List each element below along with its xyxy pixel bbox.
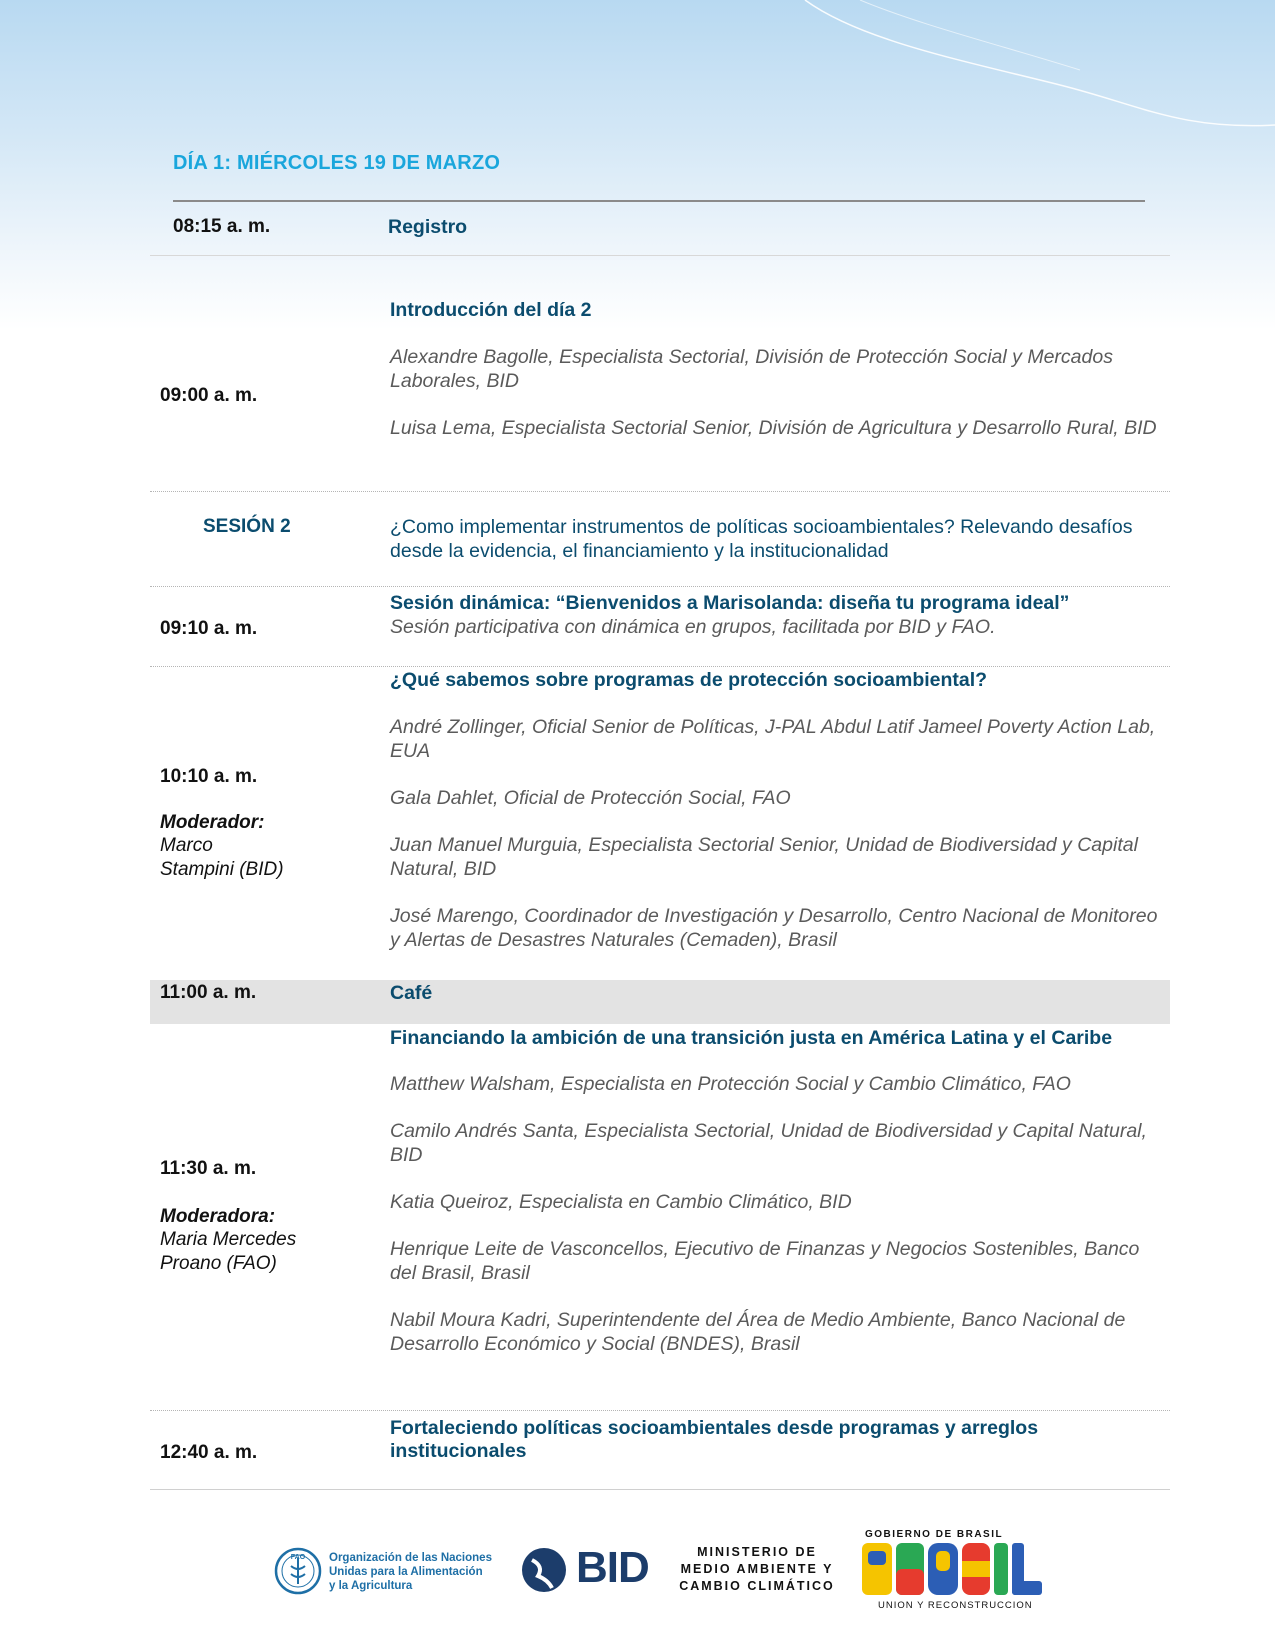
speaker: Matthew Walsham, Especialista en Protección Social y Cambio Climático, FAO: [390, 1073, 1071, 1095]
agenda-row-financiando: [150, 1024, 1170, 1411]
fao-logo-icon: [273, 1546, 323, 1596]
agenda-row-sesion: [150, 491, 1170, 587]
agenda-row-registro: [150, 205, 1170, 256]
fao-seal-text: FAO: [290, 1554, 306, 1561]
speaker: Camilo Andrés Santa, Especialista Sectorial, Unidad de Biodiversidad y Capital Natural, BID: [390, 1120, 1147, 1166]
speaker: Juan Manuel Murguia, Especialista Sectorial Senior, Unidad de Biodiversidad y Capital Natural, BID: [390, 834, 1138, 880]
brasil-logo-icon: [862, 1541, 1044, 1599]
speaker: Luisa Lema, Especialista Sectorial Senior, División de Agricultura y Desarrollo Rural, BID: [390, 417, 1157, 439]
session-title: Sesión dinámica: “Bienvenidos a Marisolanda: diseña tu programa ideal”: [390, 592, 1070, 614]
ministerio-text: MINISTERIO DE MEDIO AMBIENTE Y CAMBIO CLIMÁTICO: [679, 1545, 835, 1593]
moderator-name: Marco Stampini (BID): [160, 835, 284, 880]
brasil-logo-text: BRASIL: [953, 1598, 957, 1599]
session-title: Registro: [388, 216, 468, 238]
speaker: Gala Dahlet, Oficial de Protección Social, FAO: [390, 787, 791, 809]
moderator-label: Moderadora:: [160, 1206, 276, 1227]
bid-logo-icon: [518, 1546, 572, 1594]
time-label: 10:10 a. m.: [160, 766, 258, 787]
time-label: 09:00 a. m.: [160, 385, 258, 406]
time-label: 08:15 a. m.: [173, 216, 271, 237]
session-subtitle: Sesión participativa con dinámica en grupos, facilitada por BID y FAO.: [390, 616, 996, 638]
moderator-label: Moderador:: [160, 812, 265, 833]
session-title: Financiando la ambición de una transición justa en América Latina y el Caribe: [390, 1027, 1113, 1049]
speaker: Katia Queiroz, Especialista en Cambio Climático, BID: [390, 1191, 852, 1213]
agenda-row-cafe: [150, 980, 1170, 1024]
speaker: José Marengo, Coordinador de Investigación y Desarrollo, Centro Nacional de Monitoreo y Alertas de Desastres Naturales (Cemaden), Brasil: [390, 905, 1158, 951]
union-reconstruccion-label: UNION Y RECONSTRUCCION: [878, 1600, 1033, 1611]
title-divider: [173, 200, 1145, 202]
day-title: DÍA 1: MIÉRCOLES 19 DE MARZO: [173, 152, 501, 174]
time-label: 09:10 a. m.: [160, 618, 258, 639]
time-label: 11:00 a. m.: [160, 982, 257, 1003]
bid-logo-text: BID: [576, 1543, 649, 1592]
agenda-row-dinamica: [150, 586, 1170, 667]
speaker: Nabil Moura Kadri, Superintendente del Área de Medio Ambiente, Banco Nacional de Desarrollo Económico y Social (BNDES), Brasil: [390, 1309, 1126, 1355]
agenda-row-proteccion: [150, 666, 1170, 980]
session-title: ¿Qué sabemos sobre programas de protección socioambiental?: [390, 669, 988, 691]
time-label: 12:40 a. m.: [160, 1442, 258, 1463]
session-title: Fortaleciendo políticas socioambientales desde programas y arreglos institucionales: [390, 1417, 1039, 1462]
session-title: Introducción del día 2: [390, 299, 592, 321]
agenda-row-intro: [150, 255, 1170, 492]
gobierno-brasil-label: GOBIERNO DE BRASIL: [865, 1529, 1004, 1540]
time-label: 11:30 a. m.: [160, 1158, 257, 1179]
session-title: Café: [390, 982, 433, 1004]
fao-text: Organización de las Naciones Unidas para la Alimentación y la Agricultura: [329, 1552, 492, 1592]
session-title: ¿Como implementar instrumentos de políticas socioambientales? Relevando desafíos desde la evidencia, el financiamiento y la institucionalidad: [390, 516, 1133, 562]
session-label: SESIÓN 2: [203, 516, 291, 537]
speaker: Alexandre Bagolle, Especialista Sectorial, División de Protección Social y Mercados Laborales, BID: [390, 346, 1113, 392]
agenda-row-fortaleciendo: [150, 1410, 1170, 1490]
moderator-name: Maria Mercedes Proano (FAO): [160, 1229, 297, 1274]
speaker: Henrique Leite de Vasconcellos, Ejecutivo de Finanzas y Negocios Sostenibles, Banco del Brasil, Brasil: [390, 1238, 1140, 1284]
speaker: André Zollinger, Oficial Senior de Políticas, J-PAL Abdul Latif Jameel Poverty Action Lab, EUA: [390, 716, 1156, 762]
